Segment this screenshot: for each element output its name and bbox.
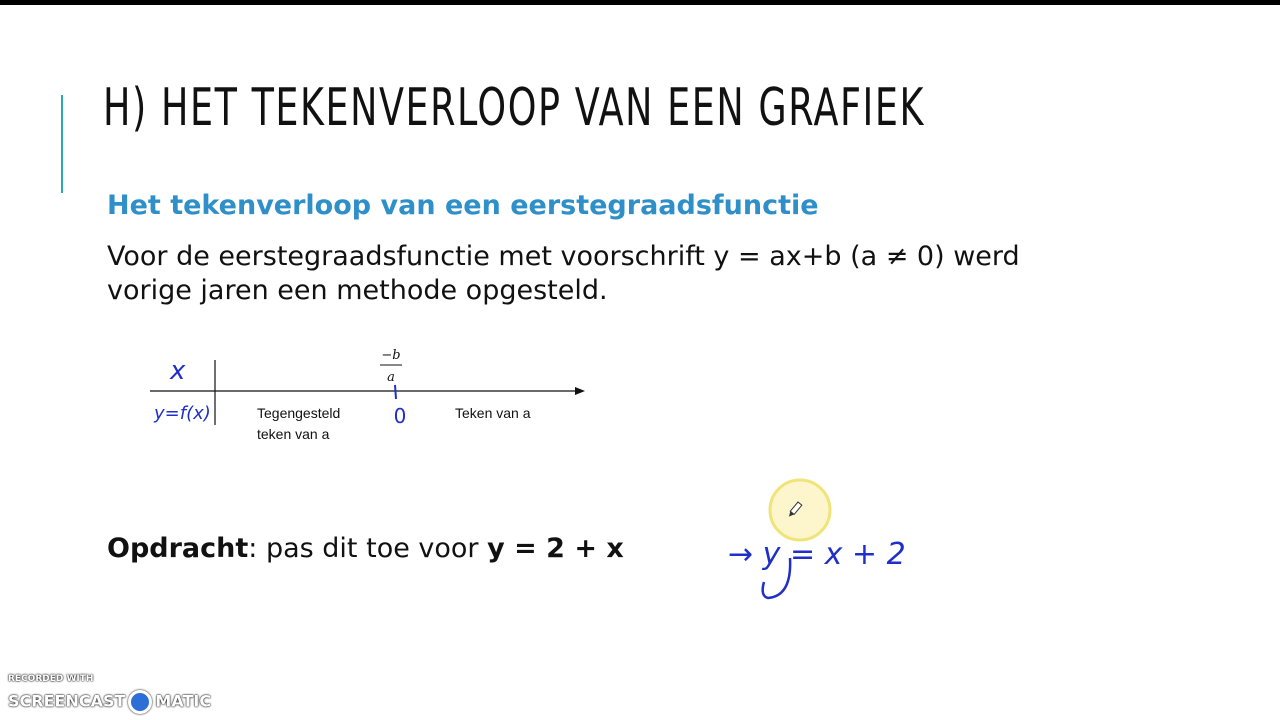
zero-tick bbox=[395, 385, 396, 399]
handwritten-answer: → y = x + 2 bbox=[728, 537, 906, 572]
record-icon bbox=[128, 690, 152, 714]
left-region-line-1: Tegengesteld bbox=[257, 405, 341, 421]
assignment-label: Opdracht bbox=[107, 533, 249, 564]
fraction-numerator: −b bbox=[381, 348, 401, 363]
fraction-denominator: a bbox=[387, 370, 395, 385]
watermark-brand-right: MATIC bbox=[155, 691, 212, 711]
row-label-y: y=f(x) bbox=[154, 403, 211, 424]
cursor-highlight bbox=[770, 480, 830, 540]
body-line-1: Voor de eerstegraadsfunctie met voorschrift y = ax+b (a ≠ 0) werd bbox=[107, 241, 1020, 272]
watermark-small-text: RECORDED WITH bbox=[8, 674, 94, 684]
right-region-text: Teken van a bbox=[455, 405, 531, 421]
assignment-line bbox=[107, 533, 624, 564]
left-region-line-2: teken van a bbox=[257, 426, 330, 442]
assignment-function: y = 2 + x bbox=[487, 533, 624, 564]
top-border bbox=[0, 0, 1280, 5]
screencast-watermark bbox=[8, 674, 228, 718]
watermark-brand bbox=[8, 690, 211, 714]
assignment-text: : pas dit toe voor bbox=[248, 533, 488, 564]
handwritten-answer-area bbox=[720, 478, 920, 608]
zero-mark: 0 bbox=[393, 404, 407, 428]
accent-line bbox=[61, 95, 63, 193]
watermark-brand-left: SCREENCAST bbox=[8, 691, 126, 711]
slide-subtitle: Het tekenverloop van een eerstegraadsfunctie bbox=[107, 190, 819, 221]
body-paragraph bbox=[107, 240, 1197, 308]
slide-title: H) HET TEKENVERLOOP VAN EEN GRAFIEK bbox=[103, 78, 925, 138]
sign-table bbox=[140, 335, 610, 455]
row-label-x: x bbox=[170, 356, 186, 386]
body-line-2: vorige jaren een methode opgesteld. bbox=[107, 275, 608, 306]
axis-arrowhead-icon bbox=[575, 387, 585, 395]
